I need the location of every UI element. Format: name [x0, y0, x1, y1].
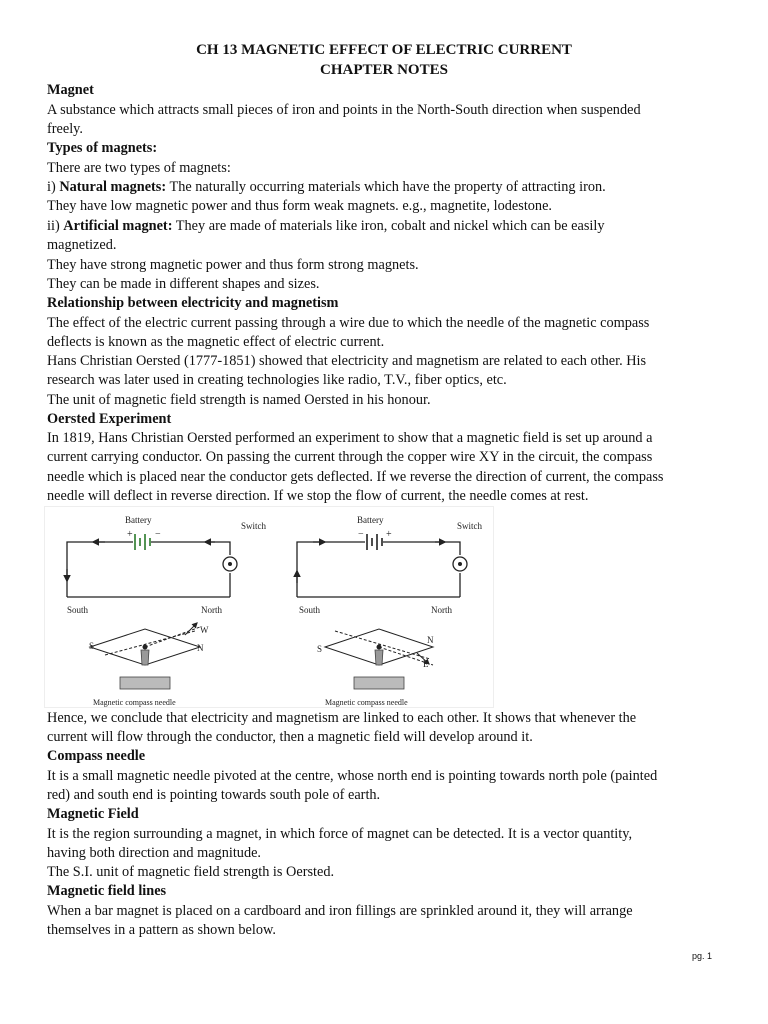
- circuit-diagram: [45, 507, 493, 707]
- compass-left-icon: [90, 623, 200, 689]
- label-minus: −: [358, 529, 364, 540]
- label-plus: +: [127, 529, 133, 540]
- battery-left-icon: [135, 534, 150, 550]
- heading-field-lines: Magnetic field lines: [47, 883, 167, 899]
- list-marker: i): [47, 179, 60, 195]
- list-marker: ii): [47, 218, 64, 234]
- label-switch: Switch: [457, 521, 483, 531]
- label-south: South: [299, 605, 321, 615]
- figure-caption: Magnetic compass needle: [325, 698, 408, 707]
- paragraph-line: needle will deflect in reverse direction. If we stop the flow of current, the needle comes at rest.: [47, 488, 589, 504]
- term-natural: Natural magnets:: [59, 179, 167, 195]
- label-w: W: [200, 625, 209, 635]
- chapter-subtitle: CHAPTER NOTES: [320, 62, 448, 78]
- label-south: South: [67, 605, 89, 615]
- heading-types: Types of magnets:: [47, 140, 158, 156]
- paragraph-line: [47, 179, 606, 196]
- label-plus: +: [386, 529, 392, 540]
- term-artificial: Artificial magnet:: [63, 218, 173, 234]
- paragraph-line: It is the region surrounding a magnet, in which force of magnet can be detected. It is a vector quantity,: [47, 826, 633, 842]
- definition-text: The naturally occurring materials which have the property of attracting iron.: [166, 179, 606, 195]
- paragraph-line: deflects is known as the magnetic effect of electric current.: [47, 334, 385, 350]
- label-north: North: [431, 605, 452, 615]
- label-north: North: [201, 605, 222, 615]
- label-n: N: [427, 635, 434, 645]
- heading-oersted: Oersted Experiment: [47, 411, 172, 427]
- paragraph-line: A substance which attracts small pieces of iron and points in the North-South direction when suspended: [47, 102, 641, 118]
- page-number: pg. 1: [692, 951, 713, 961]
- figure-caption: Magnetic compass needle: [93, 698, 176, 707]
- paragraph-line: There are two types of magnets:: [47, 160, 231, 176]
- definition-text: They are made of materials like iron, cobalt and nickel which can be easily: [172, 218, 605, 234]
- paragraph-line: They have low magnetic power and thus form weak magnets. e.g., magnetite, lodestone.: [47, 198, 553, 214]
- switch-left-icon: [223, 557, 237, 571]
- label-n: N: [197, 643, 204, 653]
- paragraph-line: red) and south end is pointing towards south pole of earth.: [47, 787, 381, 803]
- paragraph-line: [47, 218, 605, 235]
- switch-right-icon: [453, 557, 467, 571]
- paragraph-line: It is a small magnetic needle pivoted at the centre, whose north end is pointing towards north pole (painted: [47, 768, 658, 784]
- battery-right-icon: [367, 534, 382, 550]
- paragraph-line: having both direction and magnitude.: [47, 845, 262, 861]
- label-battery: Battery: [357, 515, 384, 525]
- paragraph-line: They have strong magnetic power and thus form strong magnets.: [47, 257, 419, 273]
- label-battery: Battery: [125, 515, 152, 525]
- label-switch: Switch: [241, 521, 267, 531]
- heading-compass-needle: Compass needle: [47, 748, 146, 764]
- label-minus: −: [155, 529, 161, 540]
- label-s: S: [317, 644, 323, 654]
- paragraph-line: Hans Christian Oersted (1777-1851) showed that electricity and magnetism are related to each other. His: [47, 353, 647, 369]
- paragraph-line: freely.: [47, 121, 83, 137]
- circuit-left: [67, 542, 230, 597]
- label-e: E: [423, 659, 429, 669]
- paragraph-line: The unit of magnetic field strength is named Oersted in his honour.: [47, 392, 431, 408]
- chapter-title: CH 13 MAGNETIC EFFECT OF ELECTRIC CURRENT: [196, 42, 572, 58]
- paragraph-line: When a bar magnet is placed on a cardboard and iron fillings are sprinkled around it, they will arrange: [47, 903, 633, 919]
- circuit-right: [297, 542, 460, 597]
- paragraph-line: The effect of the electric current passing through a wire due to which the needle of the magnetic compass: [47, 315, 650, 331]
- paragraph-line: magnetized.: [47, 237, 117, 253]
- paragraph-line: needle which is placed near the conductor gets deflected. If we reverse the direction of current, the compass: [47, 469, 664, 485]
- paragraph-line: They can be made in different shapes and sizes.: [47, 276, 320, 292]
- paragraph-line: current carrying conductor. On passing the current through the copper wire XY in the circuit, the compass: [47, 449, 653, 465]
- heading-magnetic-field: Magnetic Field: [47, 806, 139, 822]
- oersted-experiment-figure: [44, 506, 494, 708]
- heading-relationship: Relationship between electricity and magnetism: [47, 295, 339, 311]
- paragraph-line: In 1819, Hans Christian Oersted performed an experiment to show that a magnetic field is set up around a: [47, 430, 653, 446]
- heading-magnet: Magnet: [47, 82, 94, 98]
- label-s: S: [89, 641, 95, 651]
- paragraph-line: research was later used in creating technologies like radio, T.V., fiber optics, etc.: [47, 372, 507, 388]
- paragraph-line: Hence, we conclude that electricity and magnetism are linked to each other. It shows that whenever the: [47, 710, 637, 726]
- paragraph-line: The S.I. unit of magnetic field strength is Oersted.: [47, 864, 335, 880]
- paragraph-line: themselves in a pattern as shown below.: [47, 922, 276, 938]
- compass-right-icon: [325, 629, 433, 689]
- paragraph-line: current will flow through the conductor, then a magnetic field will develop around it.: [47, 729, 533, 745]
